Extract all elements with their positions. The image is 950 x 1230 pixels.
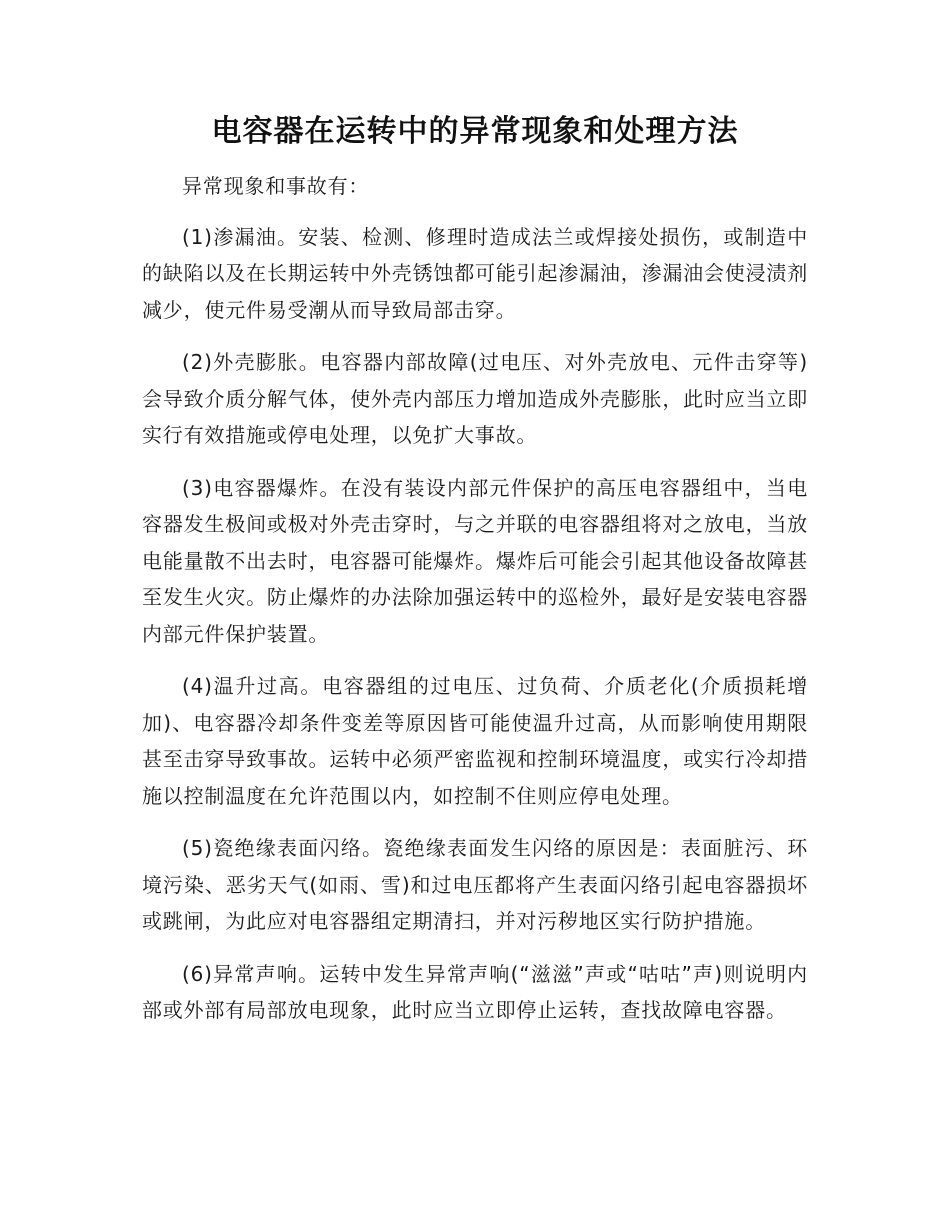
- paragraph-explosion: (3)电容器爆炸。在没有装设内部元件保护的高压电容器组中，当电容器发生极间或极对外壳击穿时，与之并联的电容器组将对之放电，当放电能量散不出去时，电容器可能爆炸。爆炸后可能会引起其他设备故障甚至发生火灾。防止爆炸的办法除加强运转中的巡检外，最好是安装电容器内部元件保护装置。: [142, 475, 808, 646]
- intro-paragraph: 异常现象和事故有：: [182, 174, 370, 198]
- paragraph-case-swelling: (2)外壳膨胀。电容器内部故障(过电压、对外壳放电、元件击穿等)会导致介质分解气体，使外壳内部压力增加造成外壳膨胀，此时应当立即实行有效措施或停电处理，以免扩大事故。: [142, 350, 808, 447]
- paragraph-temperature-rise: (4)温升过高。电容器组的过电压、过负荷、介质老化(介质损耗增加)、电容器冷却条件变差等原因皆可能使温升过高，从而影响使用期限甚至击穿导致事故。运转中必须严密监视和控制环境温度，或实行冷却措施以控制温度在允许范围以内，如控制不住则应停电处理。: [142, 674, 808, 808]
- paragraph-oil-leak: (1)渗漏油。安装、检测、修理时造成法兰或焊接处损伤，或制造中的缺陷以及在长期运转中外壳锈蚀都可能引起渗漏油，渗漏油会使浸渍剂减少，使元件易受潮从而导致局部击穿。: [142, 224, 808, 322]
- paragraph-flashover: (5)瓷绝缘表面闪络。瓷绝缘表面发生闪络的原因是：表面脏污、环境污染、恶劣天气(如雨、雪)和过电压都将产生表面闪络引起电容器损坏或跳闸，为此应对电容器组定期清扫，并对污秽地区实行防护措施。: [142, 836, 808, 933]
- paragraph-abnormal-noise: (6)异常声响。运转中发生异常声响(“滋滋”声或“咕咕”声)则说明内部或外部有局部放电现象，此时应当立即停止运转，查找故障电容器。: [142, 961, 808, 1022]
- document-title: 电容器在运转中的异常现象和处理方法: [211, 114, 739, 149]
- document-body: [142, 168, 808, 1045]
